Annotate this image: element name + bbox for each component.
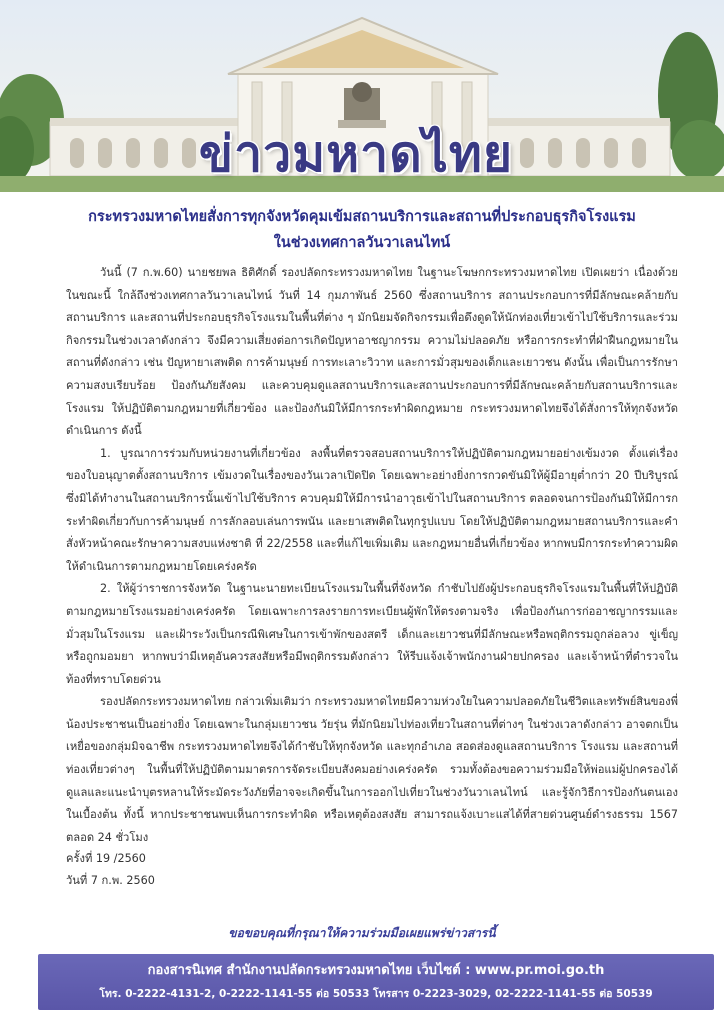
body-paragraph-item-1: 1. บูรณาการร่วมกับหน่วยงานที่เกี่ยวข้อง ลงพื้นที่ตรวจสอบสถานบริการให้ปฏิบัติตามกฎหมายอย่างเข้มงวด ตั้งแต่เรื่องของใบอนุญาตตั้งสถานบริการ เข้มงวดในเรื่องของวันเวลาเปิดปิด โดยเฉพาะอย่างยิ่งการกวดขันมิให้ผู้มีอายุต่ำกว่า 20 ปีบริบูรณ์ ซึ่งมิได้ทำงานในสถานบริการนั้นเข้าไปใช้บริการ ควบคุมมิให้มีการนำอาวุธเข้าไปในสถานบริการ ตลอดจนการป้องกันมิให้มีการกระทำผิดเกี่ยวกับการค้ามนุษย์ การลักลอบเล่นการพนัน และยาเสพติดในทุกรูปแบบ โดยให้ปฏิบัติตามกฎหมายสถานบริการและคำสั่งหัวหน้าคณะรักษาความสงบแห่งชาติ ที่ 22/2558 และที่แก้ไขเพิ่มเติม และกฎหมายอื่นที่เกี่ยวข้อง หากพบมีการกระทำความผิดให้ดำเนินการตามกฎหมายโดยเคร่งครัด [66,446,678,573]
footer-contact-numbers: โทร. 0-2222-4131-2, 0-2222-1141-55 ต่อ 50533 โทรสาร 0-2223-3029, 02-2222-1141-55 ต่อ 50539 [99,988,653,1000]
footer-office-website: กองสารนิเทศ สำนักงานปลัดกระทรวงมหาดไทย เว็บไซต์ : www.pr.moi.go.th [147,963,605,978]
footer-bar [38,954,714,1010]
masthead-title: ข่าวมหาดไทย [198,125,514,183]
news-headline [40,204,684,256]
body-paragraph-item-2: 2. ให้ผู้ว่าราชการจังหวัด ในฐานะนายทะเบียนโรงแรมในพื้นที่จังหวัด กำชับไปยังผู้ประกอบธุรกิจโรงแรมในพื้นที่ให้ปฏิบัติตามกฎหมายโรงแรมอย่างเคร่งครัด โดยเฉพาะการลงรายการทะเบียนผู้พักให้ตรงตามจริง เพื่อป้องกันการก่ออาชญากรรมและมั่วสุมในโรงแรม และเฝ้าระวังเป็นกรณีพิเศษในการเข้าพักของสตรี เด็กและเยาวชนที่มีลักษณะหรือพฤติกรรมถูกล่อลวง ขู่เข็ญ หรือถูกมอมยา หากพบว่ามีเหตุอันควรสงสัยหรือมีพฤติกรรมดังกล่าว ให้รีบแจ้งเจ้าพนักงานฝ่ายปกครอง และเจ้าหน้าที่ตำรวจในท้องที่ทราบโดยด่วน [66,582,678,686]
body-paragraph-closing: รองปลัดกระทรวงมหาดไทย กล่าวเพิ่มเติมว่า กระทรวงมหาดไทยมีความห่วงใยในความปลอดภัยในชีวิตและทรัพย์สินของพี่น้องประชาชนเป็นอย่างยิ่ง โดยเฉพาะในกลุ่มเยาวชน วัยรุ่น ที่มักนิยมไปท่องเที่ยวในสถานที่ต่างๆ ในช่วงเวลาดังกล่าว อาจตกเป็นเหยื่อของกลุ่มมิจฉาชีพ กระทรวงมหาดไทยจึงได้กำชับให้ทุกจังหวัด และทุกอำเภอ สอดส่องดูแลสถานบริการ โรงแรม และสถานที่ท่องเที่ยวต่างๆ ในพื้นที่ให้ปฏิบัติตามมาตรการจัดระเบียบสังคมอย่างเคร่งครัด รวมทั้งต้องขอความร่วมมือให้พ่อแม่ผู้ปกครองได้ดูแลและแนะนำบุตรหลานให้ระมัดระวังภัยที่อาจจะเกิดขึ้นในการออกไปเที่ยวในช่วงวันวาเลนไทน์ และรู้จักวิธีการป้องกันตนเองในเบื้องต้น ทั้งนี้ หากประชาชนพบเห็นการกระทำผิด หรือเหตุต้องสงสัย สามารถแจ้งเบาะแสได้ที่สายด่วนศูนย์ดำรงธรรม 1567 ตลอด 24 ชั่วโมง [66,695,678,844]
thanks-note: ขอขอบคุณที่กรุณาให้ความร่วมมือเผยแพร่ข่าวสารนี้ [228,926,496,940]
headline-line-1: กระทรวงมหาดไทยสั่งการทุกจังหวัดคุมเข้มสถานบริการและสถานที่ประกอบธุรกิจโรงแรม [88,209,636,225]
body-paragraph-intro: วันนี้ (7 ก.พ.60) นายชยพล ธิติศักดิ์ รองปลัดกระทรวงมหาดไทย ในฐานะโฆษกกระทรวงมหาดไทย เปิดเผยว่า เนื่องด้วยในขณะนี้ ใกล้ถึงช่วงเทศกาลวันวาเลนไทน์ วันที่ 14 กุมภาพันธ์ 2560 ซึ่งสถานบริการ สถานประกอบการที่มีลักษณะคล้ายกับสถานบริการ และสถานที่ประกอบธุรกิจโรงแรมในพื้นที่ต่าง ๆ มักนิยมจัดกิจกรรมเพื่อดึงดูดให้นักท่องเที่ยวเข้าไปใช้บริการและร่วมกิจกรรมในช่วงเวลาดังกล่าว จึงมีความเสี่ยงต่อการเกิดปัญหาอาชญากรรม ความไม่ปลอดภัย หรือการกระทำที่ฝ่าฝืนกฎหมายในสถานที่ดังกล่าว เช่น ปัญหายาเสพติด การค้ามนุษย์ การทะเลาะวิวาท และการมั่วสุมของเด็กและเยาวชน ดังนั้น เพื่อเป็นการรักษาความสงบเรียบร้อย ป้องกันภัยสังคม และควบคุมดูแลสถานบริการและสถานประกอบการที่มีลักษณะคล้ายกับสถานบริการและโรงแรม ให้ปฏิบัติตามกฎหมายที่เกี่ยวข้อง และป้องกันมิให้มีการกระทำผิดกฎหมาย กระทรวงมหาดไทยจึงได้สั่งการให้ทุกจังหวัดดำเนินการ ดังนี้ [66,266,678,438]
issue-info [66,848,366,892]
issue-date: วันที่ 7 ก.พ. 2560 [66,874,155,887]
header-banner [0,0,724,192]
headline-line-2: ในช่วงเทศกาลวันวาเลนไทน์ [273,235,451,251]
news-body [66,262,678,849]
issue-number: ครั้งที่ 19 /2560 [66,852,146,865]
